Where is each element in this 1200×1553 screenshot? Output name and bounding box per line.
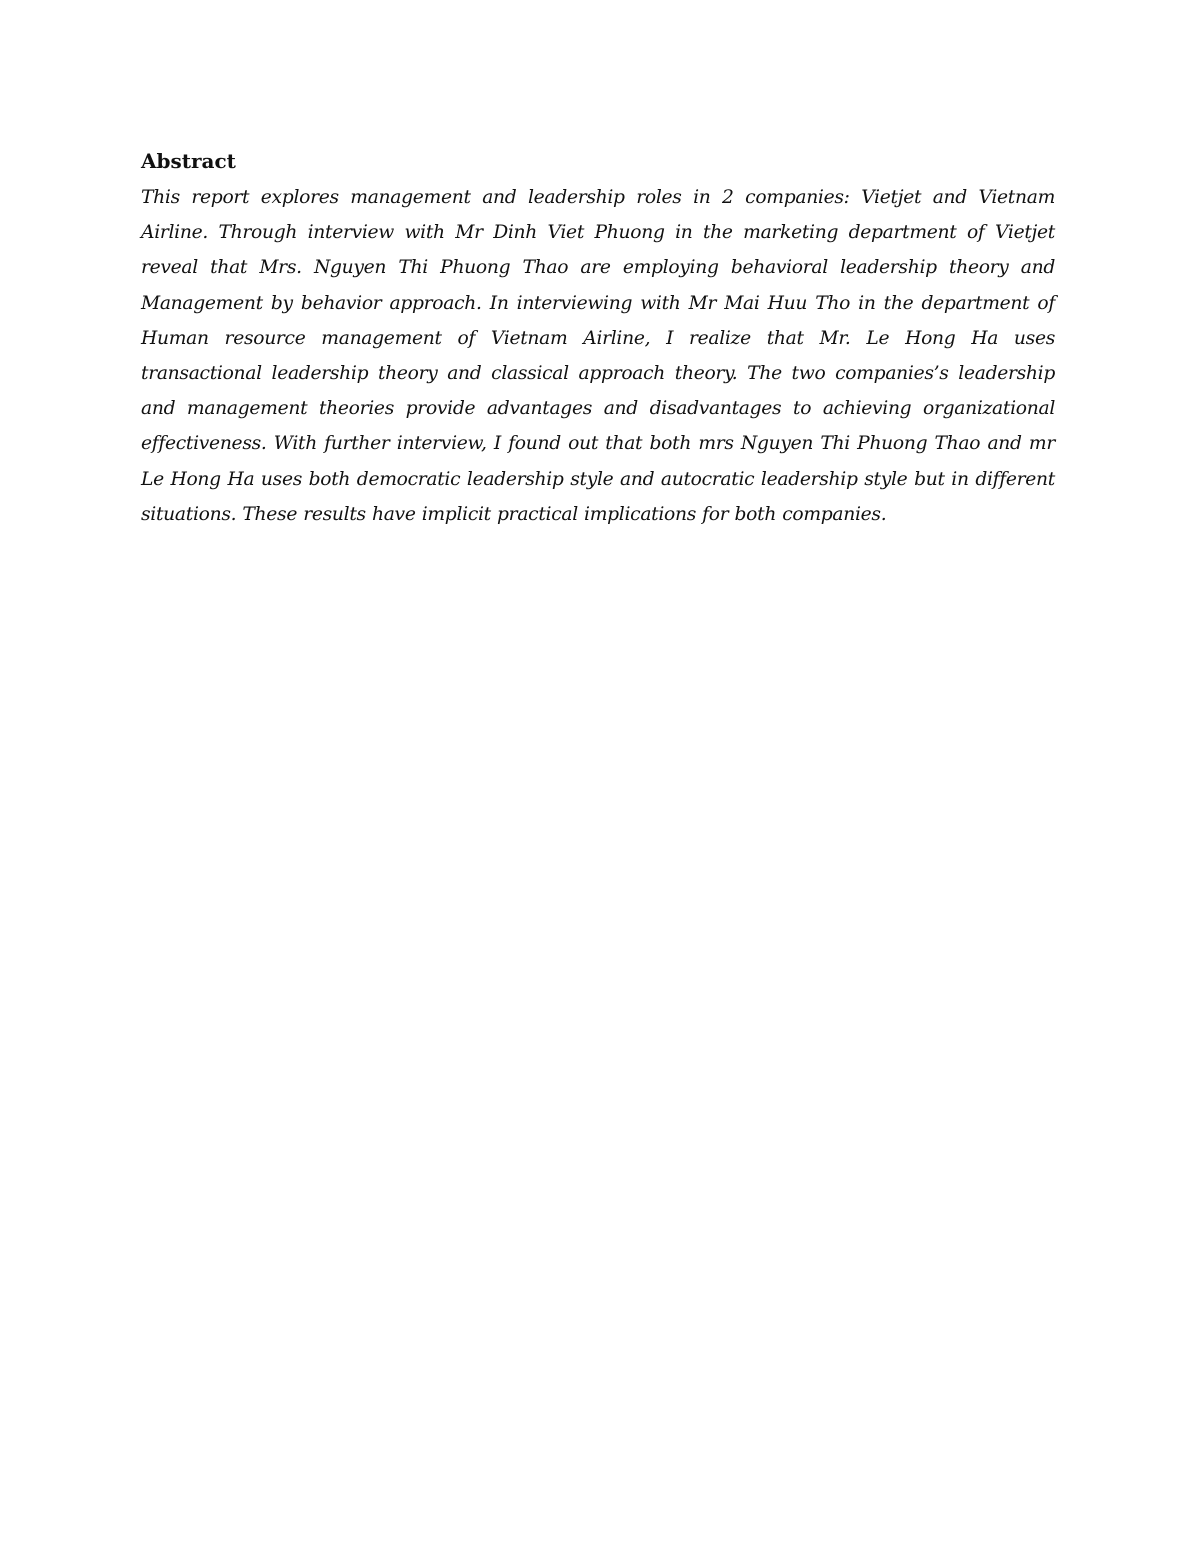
- abstract-section: [141, 146, 1055, 532]
- abstract-heading: Abstract: [141, 149, 236, 173]
- abstract-paragraph: This report explores management and leadership roles in 2 companies: Vietjet and Vietnam Airline. Through interview with Mr Dinh Viet Phuong in the marketing department of Vietjet reveal that Mrs. Nguyen Thi Phuong Thao are employing behavioral leadership theory and Management by behavior approach. In interviewing with Mr Mai Huu Tho in the department of Human resource management of Vietnam Airline, I realize that Mr. Le Hong Ha uses transactional leadership theory and classical approach theory. The two companies’s leadership and management theories provide advantages and disadvantages to achieving organizational effectiveness. With further interview, I found out that both mrs Nguyen Thi Phuong Thao and mr Le Hong Ha uses both democratic leadership style and autocratic leadership style but in different situations. These results have implicit practical implications for both companies.: [141, 187, 1055, 525]
